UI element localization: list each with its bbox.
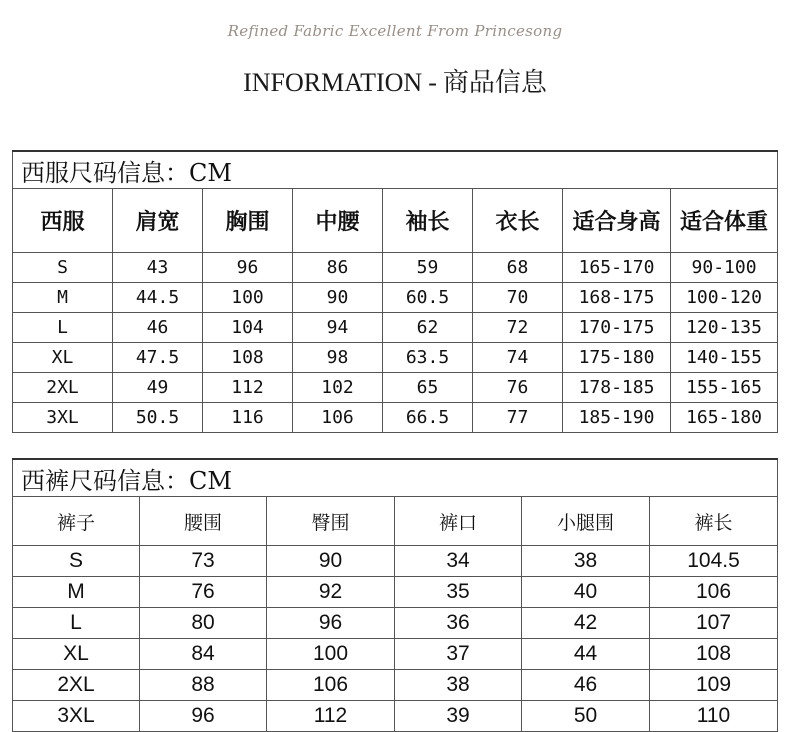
- column-header: 裤长: [650, 497, 778, 546]
- table-cell: 108: [203, 343, 293, 373]
- table-cell: 62: [383, 313, 473, 343]
- table-cell: 92: [267, 577, 395, 608]
- table-cell: 155-165: [671, 373, 778, 403]
- table-cell: 38: [395, 670, 522, 701]
- table-cell: 94: [293, 313, 383, 343]
- suit-header-row: [13, 189, 778, 253]
- table-row: [13, 283, 778, 313]
- table-cell: 46: [522, 670, 650, 701]
- table-row: [13, 373, 778, 403]
- table-row: [13, 253, 778, 283]
- table-cell: 37: [395, 639, 522, 670]
- table-cell: 68: [473, 253, 563, 283]
- table-cell: 110: [650, 701, 778, 732]
- column-header: 胸围: [203, 189, 293, 253]
- table-cell: 50: [522, 701, 650, 732]
- table-cell: 72: [473, 313, 563, 343]
- table-row: [13, 670, 778, 701]
- heading-english: INFORMATION: [243, 68, 423, 97]
- size-label-cell: M: [13, 283, 113, 313]
- table-cell: 90-100: [671, 253, 778, 283]
- table-cell: 66.5: [383, 403, 473, 433]
- column-header: 裤子: [13, 497, 140, 546]
- table-cell: 70: [473, 283, 563, 313]
- pants-header-row: [13, 497, 778, 546]
- column-header: 衣长: [473, 189, 563, 253]
- table-cell: 109: [650, 670, 778, 701]
- table-cell: 168-175: [563, 283, 671, 313]
- size-label-cell: L: [13, 608, 140, 639]
- column-header: 袖长: [383, 189, 473, 253]
- table-cell: 63.5: [383, 343, 473, 373]
- table-cell: 42: [522, 608, 650, 639]
- table-cell: 74: [473, 343, 563, 373]
- size-label-cell: 3XL: [13, 701, 140, 732]
- table-row: [13, 639, 778, 670]
- table-cell: 106: [267, 670, 395, 701]
- table-cell: 116: [203, 403, 293, 433]
- table-row: [13, 701, 778, 732]
- table-cell: 84: [140, 639, 267, 670]
- table-cell: 38: [522, 546, 650, 577]
- column-header: 裤口: [395, 497, 522, 546]
- table-cell: 100: [267, 639, 395, 670]
- table-cell: 65: [383, 373, 473, 403]
- table-cell: 106: [650, 577, 778, 608]
- table-cell: 80: [140, 608, 267, 639]
- pants-table-title: 西裤尺码信息：CM: [13, 459, 778, 497]
- column-header: 西服: [13, 189, 113, 253]
- heading-chinese: 商品信息: [442, 68, 547, 97]
- table-cell: 86: [293, 253, 383, 283]
- table-cell: 108: [650, 639, 778, 670]
- table-cell: 100: [203, 283, 293, 313]
- pants-size-table: [12, 458, 778, 732]
- table-cell: 76: [473, 373, 563, 403]
- table-cell: 35: [395, 577, 522, 608]
- table-cell: 112: [203, 373, 293, 403]
- table-cell: 90: [293, 283, 383, 313]
- size-label-cell: L: [13, 313, 113, 343]
- column-header: 适合体重: [671, 189, 778, 253]
- table-cell: 107: [650, 608, 778, 639]
- table-cell: 140-155: [671, 343, 778, 373]
- column-header: 肩宽: [113, 189, 203, 253]
- column-header: 小腿围: [522, 497, 650, 546]
- suit-table-title: 西服尺码信息：CM: [13, 151, 778, 189]
- table-row: [13, 313, 778, 343]
- table-cell: 49: [113, 373, 203, 403]
- page-heading: [0, 62, 790, 99]
- table-cell: 39: [395, 701, 522, 732]
- table-cell: 165-170: [563, 253, 671, 283]
- table-cell: 120-135: [671, 313, 778, 343]
- table-cell: 60.5: [383, 283, 473, 313]
- table-cell: 40: [522, 577, 650, 608]
- table-cell: 36: [395, 608, 522, 639]
- table-cell: 175-180: [563, 343, 671, 373]
- suit-size-table: [12, 150, 778, 433]
- size-label-cell: XL: [13, 343, 113, 373]
- table-cell: 100-120: [671, 283, 778, 313]
- size-label-cell: 3XL: [13, 403, 113, 433]
- table-cell: 46: [113, 313, 203, 343]
- table-cell: 96: [267, 608, 395, 639]
- table-cell: 96: [140, 701, 267, 732]
- size-label-cell: 2XL: [13, 373, 113, 403]
- table-cell: 77: [473, 403, 563, 433]
- table-cell: 98: [293, 343, 383, 373]
- table-cell: 59: [383, 253, 473, 283]
- table-cell: 47.5: [113, 343, 203, 373]
- column-header: 中腰: [293, 189, 383, 253]
- table-cell: 106: [293, 403, 383, 433]
- table-cell: 44: [522, 639, 650, 670]
- size-label-cell: M: [13, 577, 140, 608]
- size-label-cell: 2XL: [13, 670, 140, 701]
- table-row: [13, 608, 778, 639]
- column-header: 腰围: [140, 497, 267, 546]
- tagline: Refined Fabric Excellent From Princesong: [227, 22, 563, 40]
- table-cell: 90: [267, 546, 395, 577]
- table-cell: 76: [140, 577, 267, 608]
- table-cell: 88: [140, 670, 267, 701]
- table-cell: 50.5: [113, 403, 203, 433]
- table-cell: 104.5: [650, 546, 778, 577]
- table-row: [13, 403, 778, 433]
- table-cell: 112: [267, 701, 395, 732]
- heading-separator: -: [428, 68, 437, 97]
- table-cell: 102: [293, 373, 383, 403]
- size-label-cell: S: [13, 253, 113, 283]
- column-header: 臀围: [267, 497, 395, 546]
- table-cell: 178-185: [563, 373, 671, 403]
- table-cell: 96: [203, 253, 293, 283]
- table-cell: 104: [203, 313, 293, 343]
- table-cell: 43: [113, 253, 203, 283]
- table-cell: 165-180: [671, 403, 778, 433]
- column-header: 适合身高: [563, 189, 671, 253]
- table-cell: 185-190: [563, 403, 671, 433]
- size-label-cell: XL: [13, 639, 140, 670]
- table-cell: 73: [140, 546, 267, 577]
- table-row: [13, 343, 778, 373]
- table-row: [13, 577, 778, 608]
- table-row: [13, 546, 778, 577]
- table-cell: 44.5: [113, 283, 203, 313]
- table-cell: 170-175: [563, 313, 671, 343]
- table-cell: 34: [395, 546, 522, 577]
- size-label-cell: S: [13, 546, 140, 577]
